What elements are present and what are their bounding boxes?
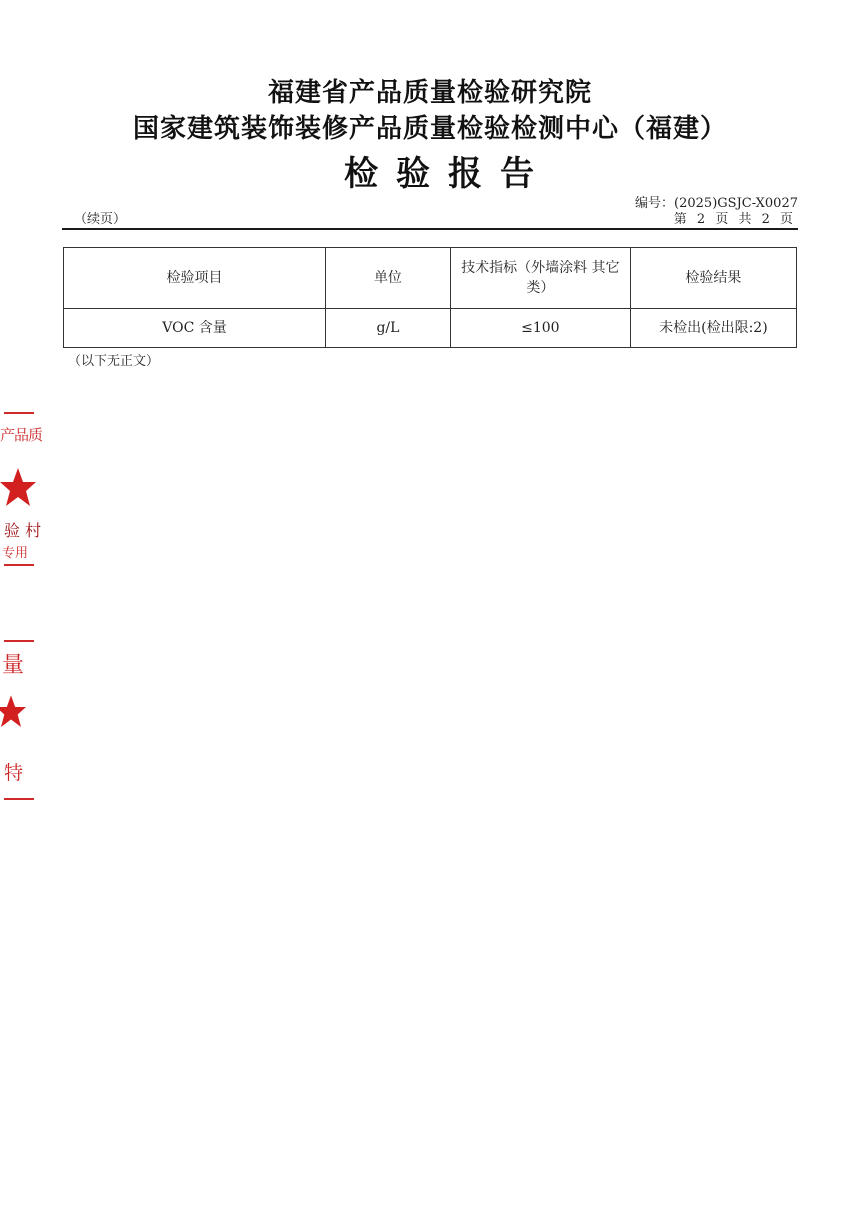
table-row <box>64 309 797 348</box>
institute-name: 福建省产品质量检验研究院 <box>267 78 592 108</box>
results-table <box>63 247 797 348</box>
cell-unit: g/L <box>326 309 451 348</box>
report-number-value: (2025)GSJC-X0027 <box>674 196 798 211</box>
seal-text-1: 产品质 <box>0 426 43 444</box>
end-of-text-note: （以下无正文） <box>68 354 160 369</box>
column-header-item: 检验项目 <box>64 248 326 309</box>
column-header-result: 检验结果 <box>630 248 796 309</box>
header-rule <box>62 228 798 230</box>
seal-fragment-bottom <box>0 638 40 808</box>
center-name: 国家建筑装饰装修产品质量检验检测中心（福建） <box>132 114 727 144</box>
cell-spec: ≤100 <box>450 309 630 348</box>
star-icon <box>0 692 26 732</box>
column-header-unit: 单位 <box>326 248 451 309</box>
report-title: 检验报告 <box>344 154 552 194</box>
seal-text-2: 验 村 <box>4 521 42 540</box>
cell-result: 未检出(检出限:2) <box>630 309 796 348</box>
continued-page-label: （续页） <box>74 212 127 227</box>
seal-border <box>4 412 34 414</box>
column-header-spec: 技术指标（外墙涂料 其它类） <box>450 248 630 309</box>
seal-border <box>4 640 34 642</box>
seal-border <box>4 798 34 800</box>
seal-border <box>4 564 34 566</box>
page-indicator: 第 2 页 共 2 页 <box>673 212 796 227</box>
seal-text-5: 特 <box>4 762 24 784</box>
cell-item: VOC 含量 <box>64 309 326 348</box>
report-number-label: 编号： <box>635 196 675 211</box>
seal-text-4: 量 <box>2 653 25 678</box>
star-icon <box>0 466 36 510</box>
seal-text-3: 专用 <box>2 546 29 561</box>
seal-fragment-top <box>0 410 43 570</box>
table-header-row <box>64 248 797 309</box>
